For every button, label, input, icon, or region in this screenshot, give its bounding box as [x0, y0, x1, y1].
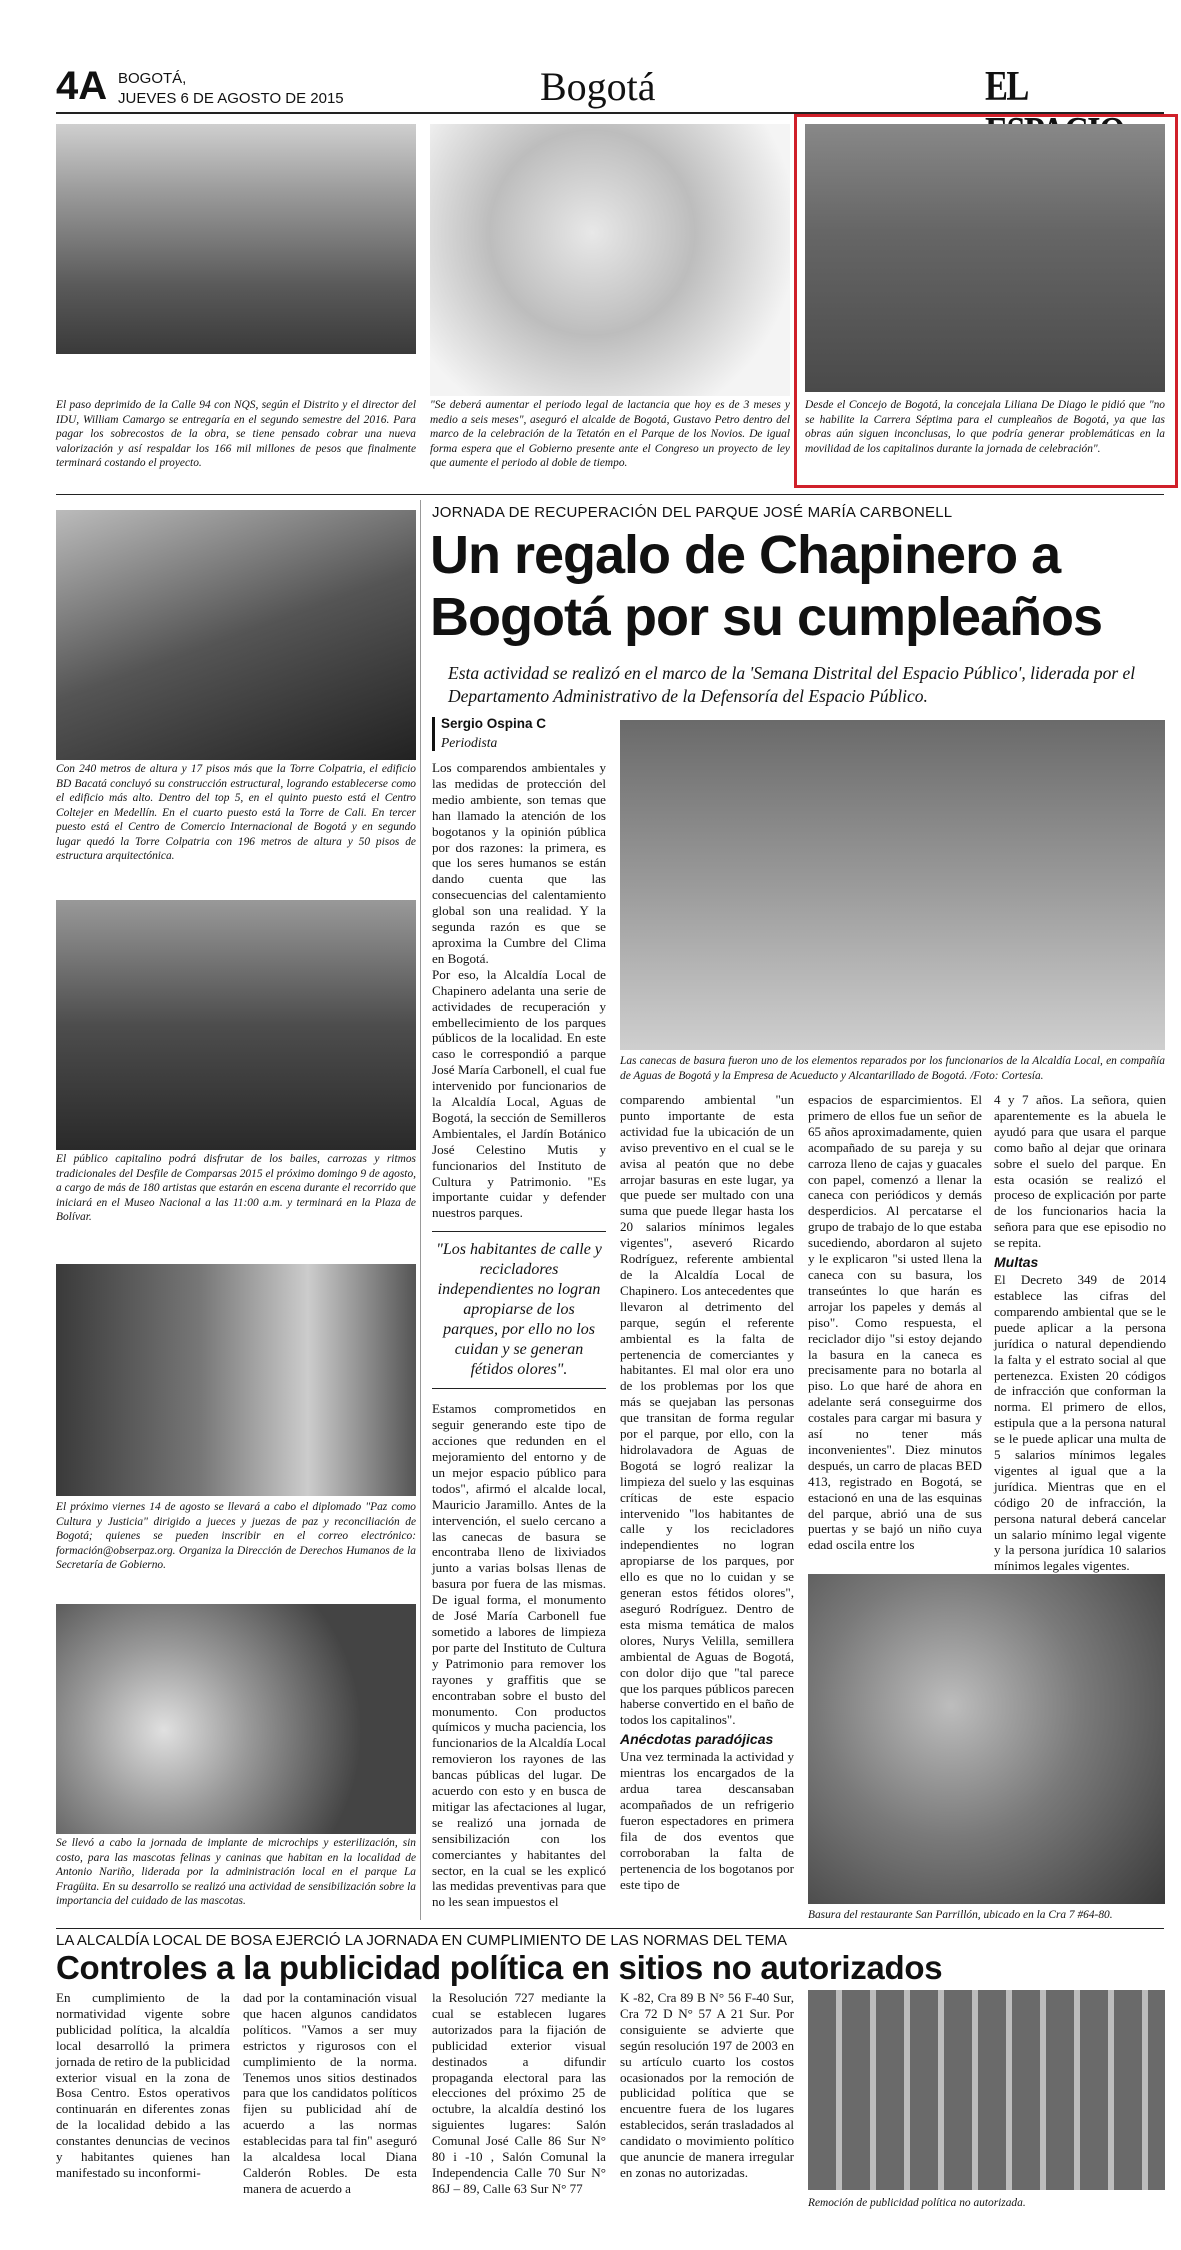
bottom-col1: En cumplimiento de la normatividad vigente sobre publicidad política, la alcaldía local desarrolló la primera jornada de retiro de la publicidad exterior visual en la zona de Bosa Centro. Estos operativos continuarán en diferentes zonas de la localidad debido a las constantes denuncias de vecinos y habitantes quienes han manifestado su inconformi-: [56, 1990, 230, 2180]
pull-quote: "Los habitantes de calle y recicladores independientes no logran apropiarse de los parques, por ello no los cuidan y se generan fétidos olores".: [432, 1231, 606, 1389]
caption-calle-94: El paso deprimido de la Calle 94 con NQS, según el Distrito y el director del IDU, William Camargo se entregaría en el segundo semestre del 2016. Para pagar los sobrecostos de la obra, se tiene pensado cobrar una nueva valorización y así respaldar los 166 mil millones de pesos que finalmente terminará costando el proyecto.: [56, 399, 416, 469]
caption-basura-restaurante: Basura del restaurante San Parrillón, ubicado en la Cra 7 #64-80.: [808, 1909, 1113, 1921]
photo-calle-94: [56, 124, 416, 354]
article-col2: [620, 1092, 794, 1930]
subhead-multas: Multas: [994, 1254, 1039, 1271]
article-col4-p1: 4 y 7 años. La señora, quien aparentemente es la abuela le ayudó para que usara el parque como baño al dejar que orinara sobre el suelo del parque. En esta ocasión se realizó el proceso de explicación por parte de los funcionarios hacia la señora para que ese episodio no se repita.: [994, 1092, 1166, 1251]
author-bar: [432, 717, 435, 751]
article-col2-p1: comparendo ambiental "un punto importante de esta actividad fue la ubicación de un aviso preventivo en el cual se le avisa al peatón que no debe arrojar basuras en este lugar, ya que puede ser multado con una suma que puede llegar hasta los 20 salarios mínimos legales vigentes", aseveró Ricardo Rodríguez, referente ambiental de la Alcaldía Local de Chapinero. Los antecedentes que llevaron al detrimento del parque, según el referente ambiental es la falta de pertenencia de comerciantes y habitantes. El mal olor era uno de los problemas por los que más se quejaban las personas que transitan de forma regular por el parque, por ello, con la hidrolavadora de Aguas de Bogotá se logró realizar la limpieza del suelo y las esquinas críticas de este espacio intervenido "los habitantes de calle y los recicladores independientes no logran apropiarse de los parques, por ello es que no lo cuidan y se generan estos fétidos olores", aseguró Rodríguez. Dentro de esta misma temática de malos olores, Nurys Velilla, semillera ambiental de Aguas de Bogotá, con dolor dijo que "tal parece que los parques públicos parecen haberse convertido en el baño de todos los capitalinos".: [620, 1092, 794, 1728]
bottom-kicker: LA ALCALDÍA LOCAL DE BOSA EJERCIÓ LA JORNADA EN CUMPLIMIENTO DE LAS NORMAS DEL TEMA: [56, 1932, 788, 1949]
photo-mascotas: [56, 1604, 416, 1834]
article-col1-p2: Por eso, la Alcaldía Local de Chapinero adelanta una serie de actividades de recuperación y embellecimiento de los parques públicos de la localidad. En este caso le correspondió a parque José María Carbonell, el cual fue intervenido por funcionarios de la Alcaldía Local, Aguas de Bogotá, la sección de Semilleros Ambientales, el Jardín Botánico José Celestino Mutis y funcionarios del Instituto de Cultura y Patrimonio. "Es importante cuidar y defender nuestros parques.: [432, 966, 606, 1221]
caption-diplomado: El próximo viernes 14 de agosto se llevará a cabo el diplomado "Paz como Cultura y Justicia" dirigido a jueces y juezas de paz y reconciliación de Bogotá; quienes se pueden inscribir en el correo electrónico: formación@obserpaz.org. Organiza la Dirección de Derechos Humanos de la Secretaría de Gobierno.: [56, 1501, 416, 1571]
masthead: EL: [985, 64, 1026, 110]
sidebar-divider: [420, 500, 421, 1920]
article-kicker: JORNADA DE RECUPERACIÓN DEL PARQUE JOSÉ MARÍA CARBONELL: [432, 504, 953, 521]
photo-lactancia-baby: [430, 124, 790, 396]
photo-diplomado-library: [56, 1264, 416, 1496]
section-title: Bogotá: [540, 64, 656, 109]
article-col1-p3: Estamos comprometidos en seguir generando este tipo de acciones que redunden en el mejoramiento del entorno y de un mejor espacio público para todos", afirmó el alcalde local, Mauricio Jaramillo. Antes de la intervención, el suelo cercano a las canecas de basura se encontraba lleno de lixiviados junto a varias bolsas llenas de basura por fuera de las mismas. De igual forma, el monumento de José María Carbonell fue sometido a labores de limpieza por parte del Instituto de Cultura y Patrimonio para remover los rayones y graffitis que se encontraban sobre el busto del monumento. Con productos químicos y mucha paciencia, los funcionarios de la Alcaldía Local removieron los rayones de las bancas públicas del lugar. De acuerdo con esto y en busca de mitigar las afectaciones al lugar, se realizó una jornada de sensibilización con los comerciantes y habitantes del sector, en la cual se les explicó las medidas preventivas para que no les sean impuestos el: [432, 1401, 606, 1910]
article-col4-p2: El Decreto 349 de 2014 establece las cifras del comparendo ambiental que se le puede aplicar a la persona jurídica o natural dependiendo la falta y el estrato social al que pertenezca. Existen 20 códigos de infracción que conforman la norma. El primero de ellos, estipula que a la persona natural se le puede aplicar una multa de 5 salarios mínimos legales vigentes al igual que a la jurídica. Mientras que en el código 20 de infracción, la persona natural deberá cancelar un salario mínimo legal vigente y la persona jurídica 10 salarios mínimos legales vigentes.: [994, 1272, 1166, 1574]
caption-mascotas: Se llevó a cabo la jornada de implante de microchips y esterilización, sin costo, para las mascotas felinas y caninas que habitan en la localidad de Antonio Nariño, liderada por la administración local en el parque La Fragüita. En su desarrollo se realizó una actividad de sensibilización sobre la importancia del cuidado de las mascotas.: [56, 1837, 416, 1907]
author-name: Sergio Ospina C: [441, 716, 547, 731]
bottom-rule: [56, 1928, 1164, 1929]
caption-publicidad: Remoción de publicidad política no autorizada.: [808, 2197, 1026, 2209]
caption-lactancia: "Se deberá aumentar el periodo legal de lactancia que hoy es de 3 meses y medio a seis meses", aseguró el alcalde de Bogotá, Gustavo Petro dentro del marco de la celebración de la Tetatón en el Parque de los Novios. De igual forma espera que el Gobierno presente ante el Congreso un proyecto de ley que aumente el periodo al doble de tiempo.: [430, 399, 790, 469]
header-city: BOGOTÁ,: [118, 70, 187, 87]
article-dek: Esta actividad se realizó en el marco de la 'Semana Distrital del Espacio Público', liderada por el Departamento Administrativo de la Defensoría del Espacio Público.: [448, 663, 1136, 706]
photo-comparsas: [56, 900, 416, 1150]
subhead-anecdotas: Anécdotas paradójicas: [620, 1731, 774, 1748]
bottom-headline: Controles a la publicidad política en sitios no autorizados: [56, 1949, 943, 1986]
article-col4: [994, 1092, 1166, 1574]
caption-bd-bacata: Con 240 metros de altura y 17 pisos más que la Torre Colpatria, el edificio BD Bacatá concluyó su construcción estructural, logrando establecerse como el edificio más alto. Dentro del top 5, en el quinto puesto está el Centro Coltejer en Medellín. En el cuarto puesto está la Torre de Cali. En tercer puesto está el Centro de Comercio Internacional de Bogotá y en segundo lugar quedó la Torre Colpatria con 196 metros de altura y 50 pisos de estructura arquitectónica.: [56, 763, 416, 862]
photo-basura-restaurante: [808, 1574, 1165, 1904]
article-col1-p1: Los comparendos ambientales y las medidas de protección del medio ambiente, son temas que han llamado la atención de los bogotanos y la opinión pública por dos razones: la primera, es que los seres humanos se están dando cuenta que las consecuencias del calentamiento global son una realidad. Y la segunda razón es que se aproxima la Cumbre del Clima en Bogotá.: [432, 760, 606, 966]
photo-bd-bacata: [56, 510, 416, 760]
photo-publicidad-politica: [808, 1990, 1165, 2190]
caption-carrera-septima: Desde el Concejo de Bogotá, la concejala Liliana De Diago le pidió que "no se habilite la Carrera Séptima para el cumpleaños de Bogotá, ya que las obras aún siguen inconclusas, lo que podría generar problemáticas en la movilidad de los capitalinos durante la jornada de celebración".: [805, 399, 1165, 455]
article-col3-p1: espacios de esparcimientos. El primero de ellos fue un señor de 65 años aproximadamente, quien acompañado de su pareja y su carroza lleno de cajas y guacales con papel, comenzó a llenar la caneca con periódicos y demás desperdicios. Al percatarse el grupo de trabajo de lo que estaba sucediendo, abordaron al sujeto y le explicaron "si usted llena la caneca con su basura, los transeúntes lo que harán es arrojar los papeles y demás al piso". Como respuesta, el reciclador dijo "si estoy dejando la basura en la caneca es precisamente para no botarla al piso. Lo que haré de ahora en adelante será conseguirme dos costales para cargar mi basura y así no tener más inconvenientes". Diez minutos después, un carro de placas BED 413, registrado en Bogotá, se estacionó en una de las esquinas del parque, abrió una de sus puertas y se bajó un niño cuya edad oscila entre los: [808, 1092, 982, 1553]
top-rule: [56, 494, 1164, 495]
article-headline: Un regalo de Chapinero a Bogotá por su cumpleaños: [430, 525, 1103, 647]
bottom-col4: K -82, Cra 89 B N° 56 F-40 Sur, Cra 72 D N° 57 A 21 Sur. Por consiguiente se advierte que según resolución 197 de 2003 en su artículo cuarto los costos ocasionados por la remoción de publicidad política que se encuentre fuera de los lugares establecidos, serán trasladados al candidato o movimiento político que anuncie de manera irregular en zonas no autorizadas.: [620, 1990, 794, 2180]
author-role: Periodista: [441, 735, 498, 750]
article-col1: [432, 760, 606, 1930]
header-date: JUEVES 6 DE AGOSTO DE 2015: [118, 90, 344, 107]
article-col3: [808, 1092, 982, 1562]
article-col2-p2: Una vez terminada la actividad y mientras los encargados de la ardua tarea descansaban acompañados de un refrigerio fueron espectadores en primera fila de dos eventos que corroboraban la falta de pertenencia de los bogotanos por este tipo de: [620, 1749, 794, 1892]
photo-canecas-basura: [620, 720, 1165, 1050]
bottom-col2: dad por la contaminación visual que hacen algunos candidatos políticos. "Vamos a ser muy estrictos y rigurosos con el cumplimiento de la norma. Tenemos unos sitios destinados para que los candidatos políticos fijen su publicidad ahí de acuerdo a las normas establecidas para tal fin" aseguró la alcaldesa local Diana Calderón Robles. De esta manera de acuerdo a: [243, 1990, 417, 2196]
bottom-col3: la Resolución 727 mediante la cual se establecen lugares autorizados para la fijación de publicidad exterior visual destinados a difundir propaganda electoral para las elecciones del próximo 25 de octubre, la alcaldía destinó los siguientes lugares: Salón Comunal José Calle 86 Sur N° 80 i -10 , Salón Comunal la Independencia Calle 70 Sur N° 86J – 89, Calle 63 Sur N° 77: [432, 1990, 606, 2196]
caption-canecas: Las canecas de basura fueron uno de los elementos reparados por los funcionarios de la Alcaldía Local, en compañía de Aguas de Bogotá y la Empresa de Acueducto y Alcantarillado de Bogotá. /Foto: Cortesía.: [620, 1055, 1165, 1082]
caption-comparsas: El público capitalino podrá disfrutar de los bailes, carrozas y ritmos tradicionales del Desfile de Comparsas 2015 el próximo domingo 9 de agosto, a cargo de más de 180 artistas que estarán en escena durante el recorrido que iniciará en el Museo Nacional a las 11:00 a.m. y terminará en la Plaza de Bolívar.: [56, 1153, 416, 1223]
page-number: 4A: [56, 64, 108, 108]
